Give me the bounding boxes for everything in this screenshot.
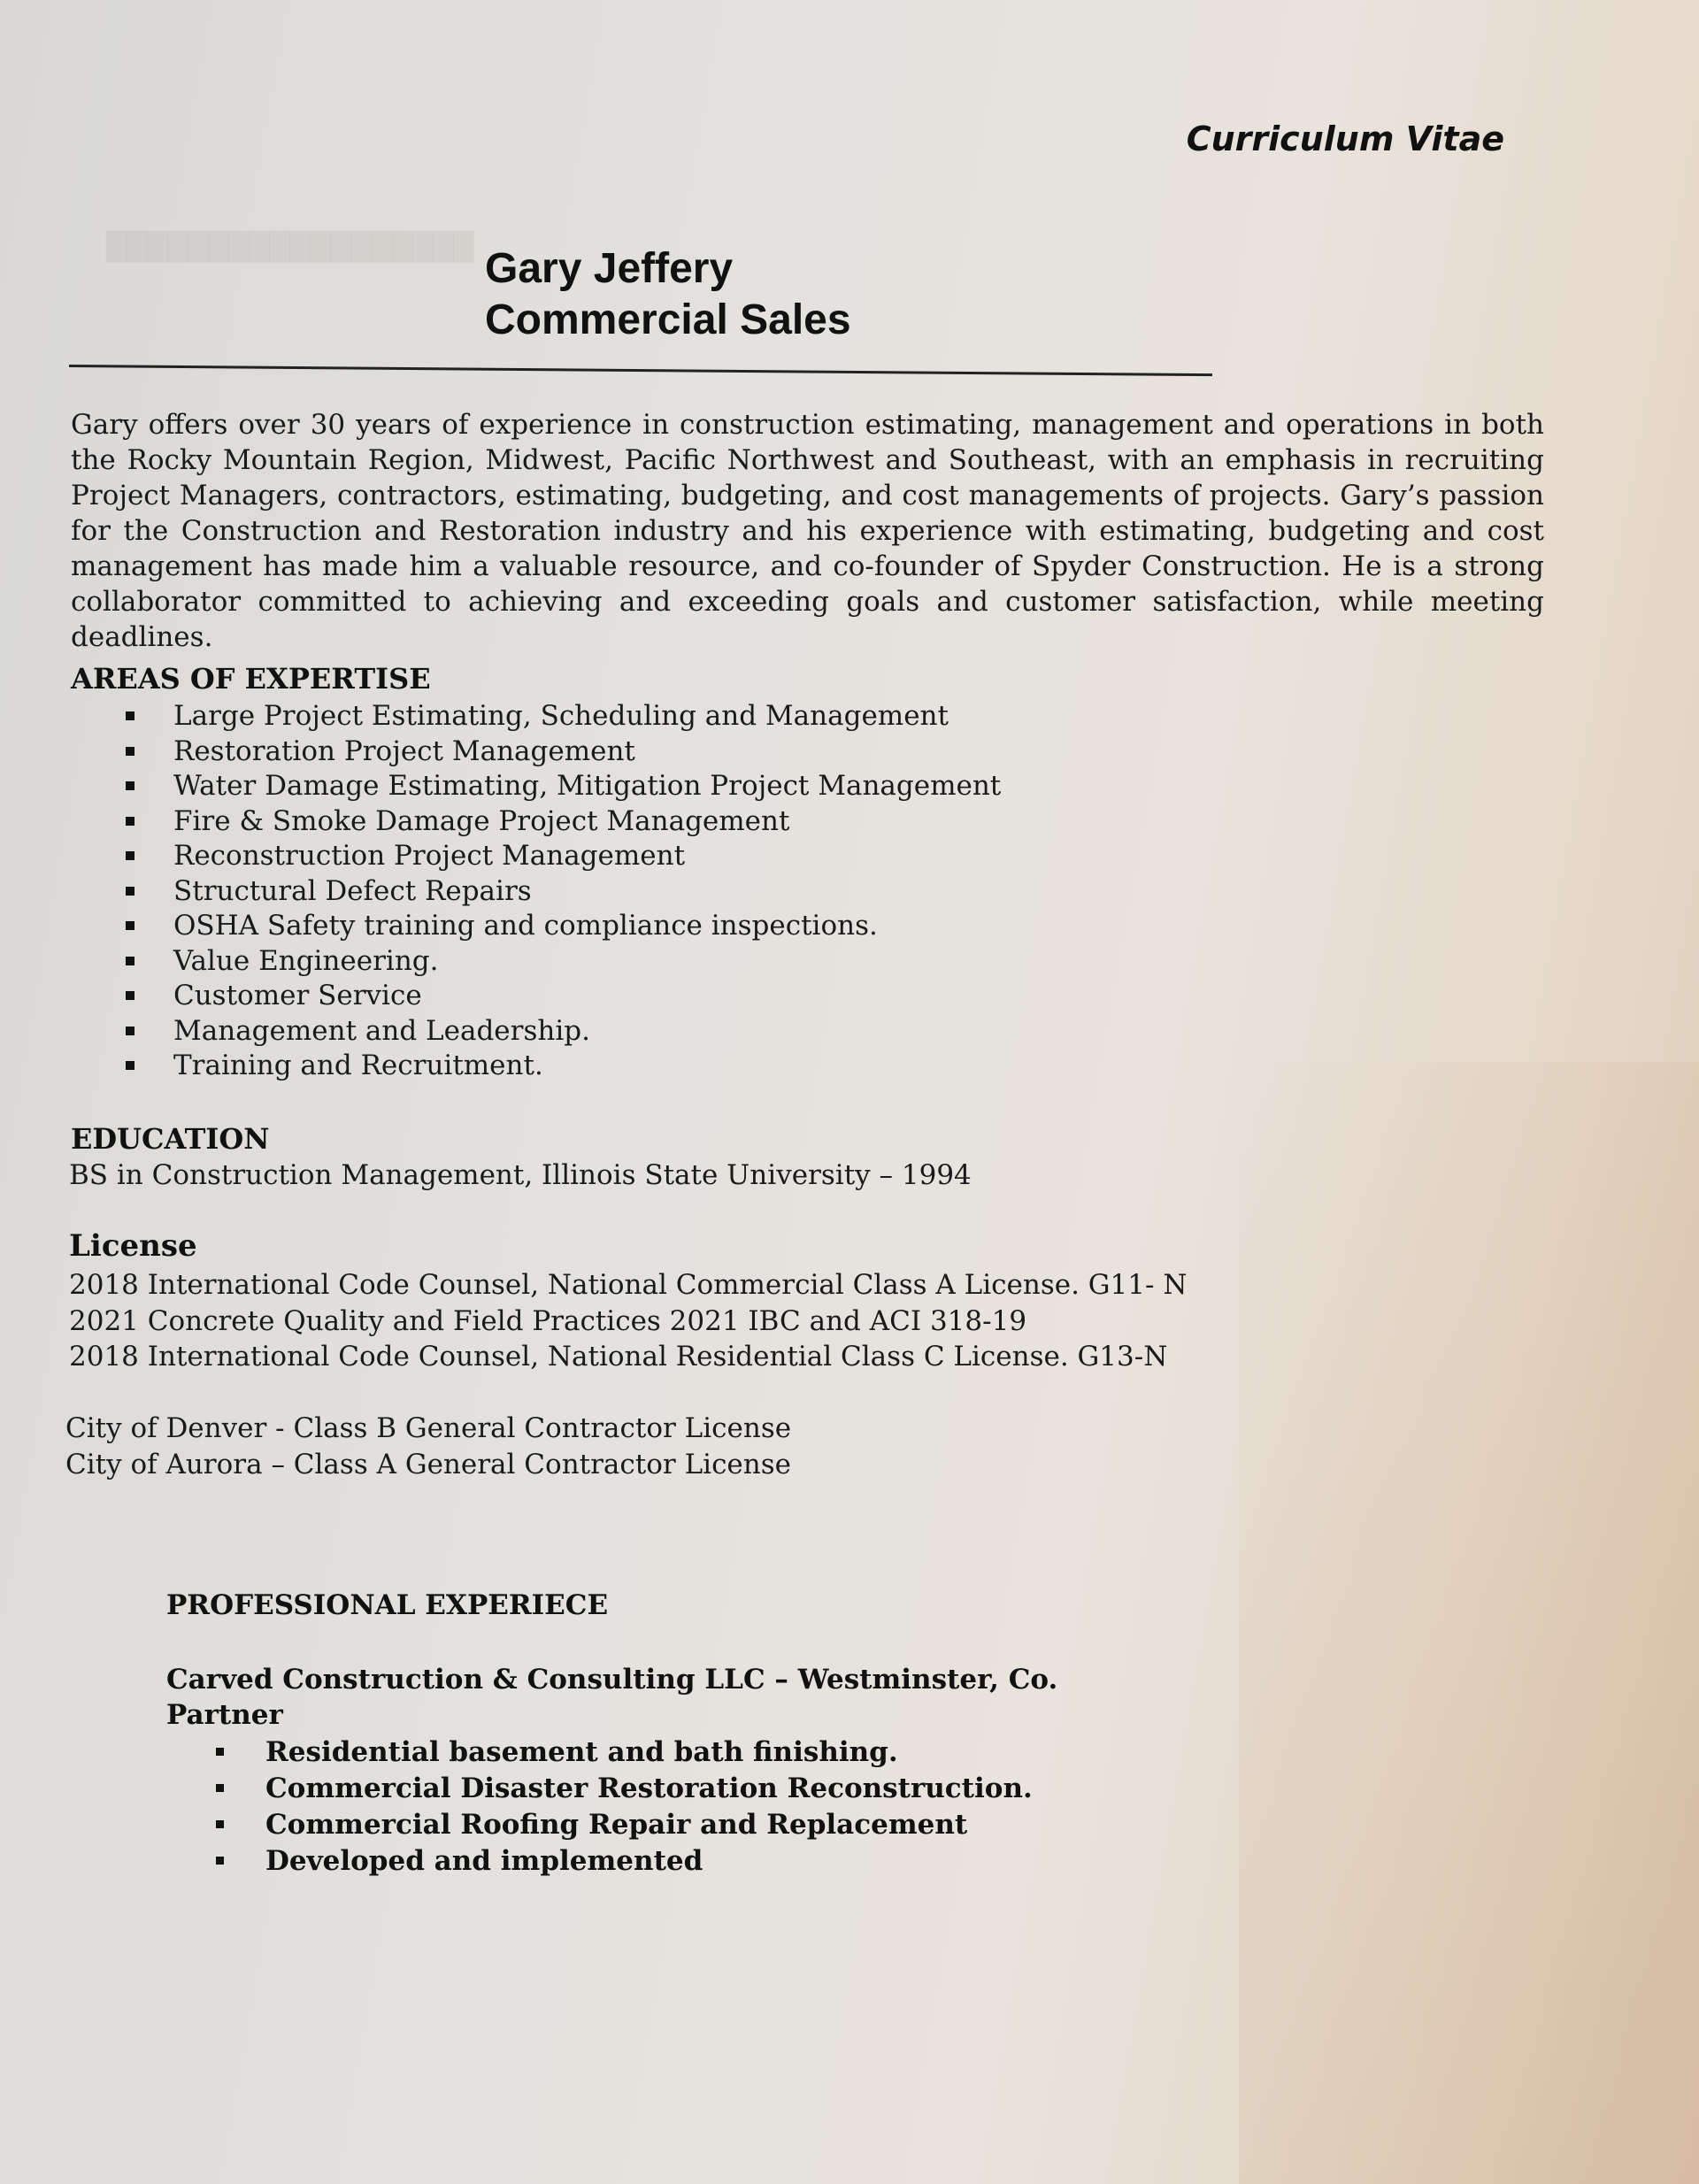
- name-block: [485, 243, 851, 346]
- person-name: Gary Jeffery: [485, 245, 734, 292]
- license-entry: 2018 International Code Counsel, National Residential Class C License. G13-N: [69, 1341, 1168, 1373]
- company-name: Carved Construction & Consulting LLC – Westminster, Co.: [166, 1664, 1058, 1696]
- person-title: Commercial Sales: [485, 296, 851, 343]
- experience-duties-list: [212, 1734, 1033, 1880]
- list-item: OSHA Safety training and compliance inspections.: [115, 909, 1001, 944]
- city-license-list: [65, 1411, 791, 1483]
- bullet-icon: [126, 957, 135, 965]
- city-license-entry: City of Aurora – Class A General Contractor License: [65, 1449, 792, 1480]
- bullet-icon: [216, 1748, 224, 1756]
- license-entry: 2018 International Code Counsel, National Commercial Class A License. G11- N: [69, 1269, 1188, 1301]
- bullet-icon: [216, 1784, 224, 1792]
- education-entry: BS in Construction Management, Illinois State University – 1994: [69, 1159, 972, 1191]
- job-role: Partner: [166, 1699, 283, 1731]
- bleed-through-text: ██████████████████: [106, 232, 474, 263]
- list-item: Residential basement and bath finishing.: [212, 1734, 1033, 1771]
- bullet-icon: [126, 747, 135, 756]
- summary-paragraph: Gary offers over 30 years of experience in construction estimating, management and operations in both the Rocky Mountain Region, Midwest, Pacific Northwest and Southeast, with an emphasis in recruiting Project Managers, contractors, estimating, budgeting, and cost managements of projects. Gary’s passion for the Construction and Restoration industry and his experience with estimating, budgeting and cost management has made him a valuable resource, and co-founder of Spyder Construction. He is a strong collaborator committed to achieving and exceeding goals and customer satisfaction, while meeting deadlines.: [71, 409, 1544, 653]
- list-item: Restoration Project Management: [115, 734, 1001, 770]
- list-item: Commercial Roofing Repair and Replacement: [212, 1807, 1033, 1843]
- list-item: Large Project Estimating, Scheduling and Management: [115, 699, 1001, 734]
- expertise-list: [115, 699, 1001, 1084]
- bullet-icon: [126, 921, 135, 930]
- bullet-icon: [126, 711, 135, 720]
- bullet-icon: [126, 1027, 135, 1035]
- license-entry: 2021 Concrete Quality and Field Practices 2021 IBC and ACI 318-19: [69, 1304, 1027, 1337]
- list-item: Training and Recruitment.: [115, 1049, 1001, 1084]
- list-item: Value Engineering.: [115, 944, 1001, 980]
- experience-heading: PROFESSIONAL EXPERIECE: [166, 1589, 609, 1621]
- list-item: Customer Service: [115, 979, 1001, 1014]
- bullet-icon: [126, 781, 135, 790]
- bullet-icon: [126, 851, 135, 860]
- education-heading: EDUCATION: [71, 1122, 270, 1156]
- expertise-heading: AREAS OF EXPERTISE: [71, 662, 431, 696]
- list-item: Structural Defect Repairs: [115, 874, 1001, 910]
- bullet-icon: [126, 991, 135, 1000]
- list-item: Developed and implemented: [212, 1843, 1033, 1880]
- list-item: Management and Leadership.: [115, 1014, 1001, 1050]
- list-item: Fire & Smoke Damage Project Management: [115, 804, 1001, 840]
- list-item: Water Damage Estimating, Mitigation Project Management: [115, 769, 1001, 804]
- bullet-icon: [126, 1061, 135, 1070]
- document-type-label: Curriculum Vitae: [1186, 119, 1504, 158]
- license-list: [69, 1267, 1187, 1375]
- experience-employer: [166, 1662, 1057, 1733]
- header-divider: [69, 365, 1212, 376]
- page-shadow: [1239, 1062, 1699, 2184]
- city-license-entry: City of Denver - Class B General Contractor License: [65, 1412, 792, 1444]
- bullet-icon: [216, 1857, 224, 1865]
- list-item: Reconstruction Project Management: [115, 839, 1001, 874]
- license-heading: License: [69, 1228, 197, 1264]
- bullet-icon: [216, 1820, 224, 1828]
- list-item: Commercial Disaster Restoration Reconstruction.: [212, 1771, 1033, 1807]
- bullet-icon: [126, 817, 135, 826]
- bullet-icon: [126, 887, 135, 896]
